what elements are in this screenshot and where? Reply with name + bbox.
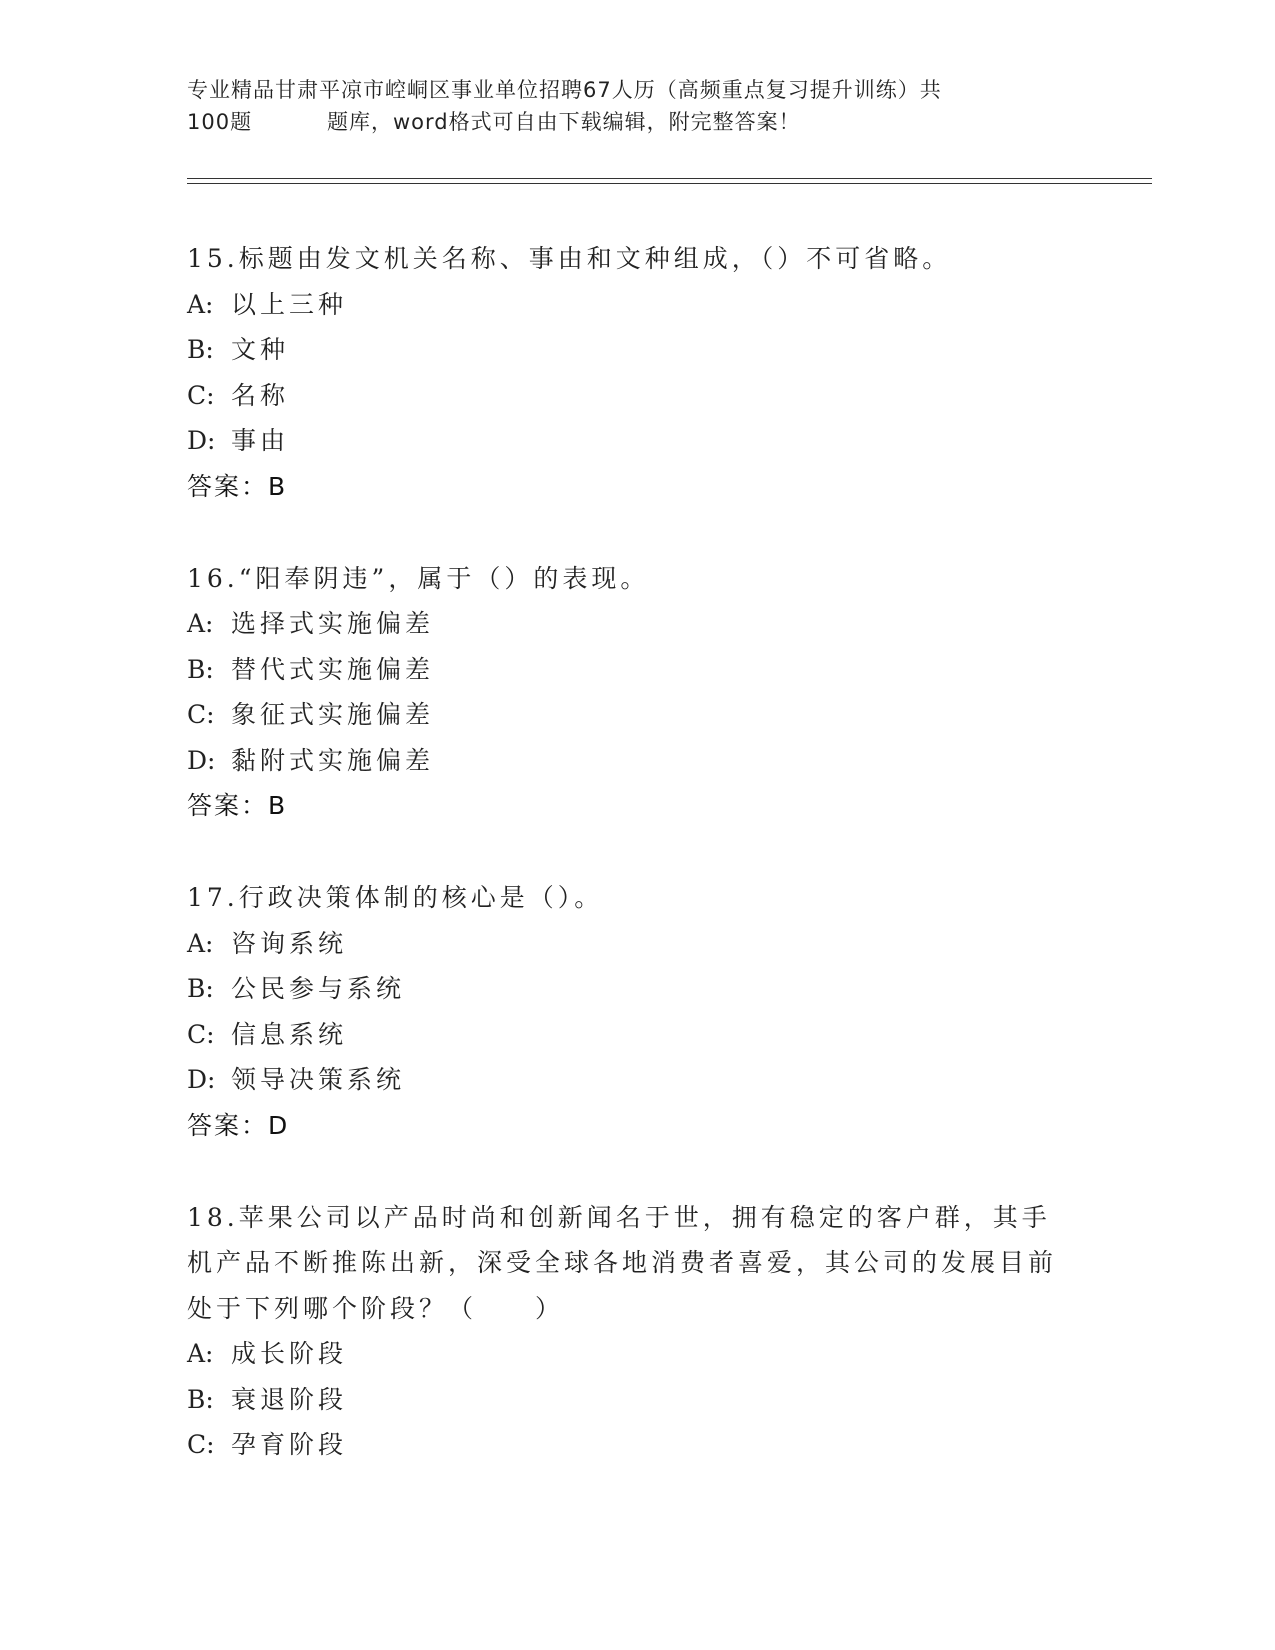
option-letter: A:	[187, 928, 214, 958]
question-16	[187, 556, 1087, 829]
option-letter: B:	[187, 974, 214, 1003]
option-a	[187, 921, 1087, 967]
question-text: 18.苹果公司以产品时尚和创新闻名于世，拥有稳定的客户群，其手机产品不断推陈出新，深受全球各地消费者喜爱，其公司的发展目前处于下列哪个阶段？（ ）	[187, 1202, 1058, 1323]
option-text: 黏附式实施偏差	[231, 745, 435, 775]
question-text: 16.“阳奉阴违”，属于（）的表现。	[187, 563, 650, 593]
option-text: 孕育阶段	[231, 1430, 348, 1459]
option-text: 以上三种	[231, 289, 348, 319]
option-c	[187, 692, 1087, 738]
option-letter: C:	[187, 380, 215, 410]
option-letter: A:	[187, 289, 214, 319]
option-a	[187, 282, 1087, 328]
option-d	[187, 1057, 1087, 1103]
option-d	[187, 738, 1087, 784]
option-letter: B:	[187, 335, 214, 364]
question-18	[187, 1195, 1087, 1468]
option-text: 事由	[231, 426, 290, 455]
option-b	[187, 647, 1087, 693]
option-text: 领导决策系统	[231, 1065, 406, 1094]
answer-line: 答案：B	[187, 791, 288, 820]
option-text: 公民参与系统	[231, 974, 406, 1003]
header-divider-bottom	[187, 183, 1152, 184]
option-c	[187, 1012, 1087, 1058]
option-letter: A:	[187, 609, 214, 638]
option-letter: B:	[187, 654, 214, 684]
option-letter: D:	[187, 1065, 216, 1094]
answer-line: 答案：B	[187, 471, 288, 501]
option-a	[187, 601, 1087, 647]
header-divider-top	[187, 178, 1152, 179]
option-c	[187, 373, 1087, 419]
option-b	[187, 966, 1087, 1012]
header-line-2-text: 题库，word格式可自由下载编辑，附完整答案！	[327, 110, 801, 134]
option-letter: A:	[187, 1339, 214, 1368]
question-15	[187, 236, 1087, 509]
header-line-2	[187, 106, 1087, 138]
document-header	[187, 74, 1087, 138]
option-text: 名称	[231, 380, 290, 410]
option-d	[187, 418, 1087, 464]
option-b	[187, 1377, 1087, 1423]
question-list	[187, 236, 1087, 1515]
option-text: 衰退阶段	[231, 1384, 348, 1414]
option-text: 成长阶段	[231, 1339, 348, 1368]
option-letter: D:	[187, 745, 216, 775]
option-letter: C:	[187, 700, 215, 729]
option-c	[187, 1422, 1087, 1468]
option-text: 信息系统	[231, 1019, 348, 1049]
option-letter: B:	[187, 1384, 214, 1414]
option-letter: C:	[187, 1019, 215, 1049]
answer-line: 答案：D	[187, 1110, 290, 1140]
option-text: 文种	[231, 335, 290, 364]
option-letter: C:	[187, 1430, 215, 1459]
question-17	[187, 875, 1087, 1148]
option-a	[187, 1331, 1087, 1377]
question-text: 17.行政决策体制的核心是（）。	[187, 883, 604, 912]
option-text: 咨询系统	[231, 928, 348, 958]
header-line-1: 专业精品甘肃平凉市崆峒区事业单位招聘67人历（高频重点复习提升训练）共	[187, 78, 942, 102]
option-b	[187, 327, 1087, 373]
option-letter: D:	[187, 426, 216, 455]
header-question-count: 100题	[187, 110, 253, 134]
question-text: 15.标题由发文机关名称、事由和文种组成，（）不可省略。	[187, 244, 952, 273]
option-text: 象征式实施偏差	[231, 700, 435, 729]
option-text: 选择式实施偏差	[231, 609, 435, 638]
option-text: 替代式实施偏差	[231, 654, 435, 684]
